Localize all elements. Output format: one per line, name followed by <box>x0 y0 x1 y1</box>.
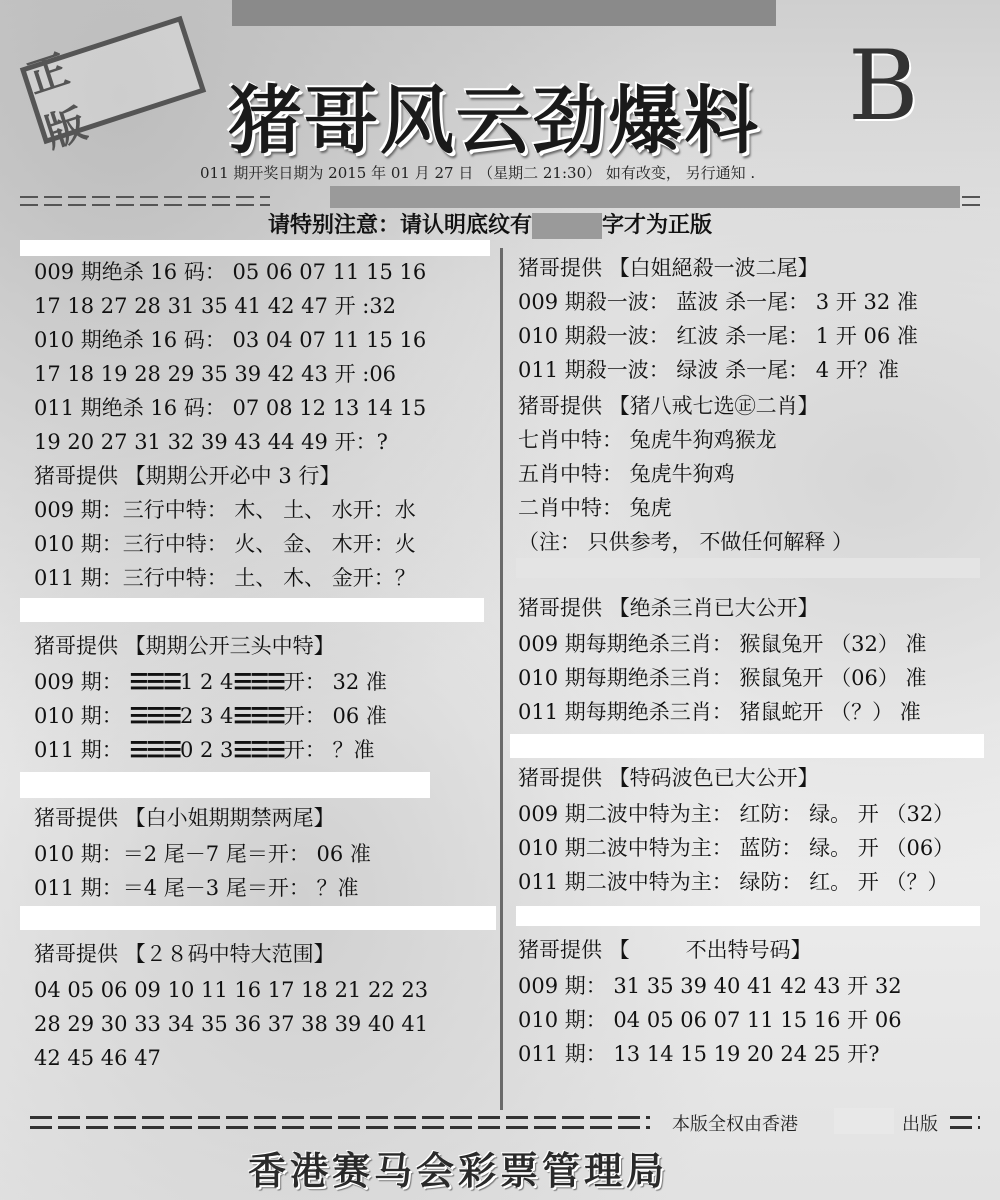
color-row: 009 期二波中特为主： 红防： 绿。 开 （32） <box>518 802 955 826</box>
nospecial-row: 011 期： 13 14 15 19 20 24 25 开? <box>518 1042 880 1066</box>
block-marks: ☰☰☰ <box>129 737 180 762</box>
section-title: 猪哥提供 【期期公开必中 3 行】 <box>34 464 341 488</box>
copyright-text: 本版全权由香港 <box>672 1114 798 1135</box>
zodiac-row: 二肖中特： 兔虎 <box>518 496 672 520</box>
kill3-row: 010 期每期绝杀三肖： 猴鼠兔开 （06） 准 <box>518 666 927 690</box>
range-row: 28 29 30 33 34 35 36 37 38 39 40 41 <box>34 1012 429 1036</box>
notice-redaction <box>532 213 602 239</box>
section-title-head: 猪哥提供 【 <box>518 938 630 962</box>
head-row <box>34 704 387 728</box>
organization-name: 香港赛马会彩票管理局 <box>248 1149 669 1193</box>
footer-wave <box>30 1126 650 1129</box>
column-divider <box>500 248 503 1110</box>
redaction-bar <box>516 558 980 578</box>
nospecial-row: 009 期： 31 35 39 40 41 42 43 开 32 <box>518 974 902 998</box>
kill16-line: 011 期绝杀 16 码： 07 08 12 13 14 15 <box>34 396 427 420</box>
section-title: 猪哥提供 【白小姐期期禁两尾】 <box>34 806 335 830</box>
redaction-bar <box>834 1108 894 1134</box>
zodiac-row: 七肖中特： 兔虎牛狗鸡猴龙 <box>518 428 777 452</box>
footer-wave <box>950 1126 980 1129</box>
footer-wave <box>950 1116 980 1119</box>
result-text: 开： ？准 <box>283 738 375 762</box>
redaction-bar <box>516 906 980 926</box>
wave-row: 010 期殺一波： 红波 杀一尾： 1 开 06 准 <box>518 324 918 348</box>
notice-tail: 字才为正版 <box>602 213 713 238</box>
decorative-wave <box>20 196 270 198</box>
wave-row: 011 期殺一波： 绿波 杀一尾： 4 开？准 <box>518 358 899 382</box>
issue-label: 010 期： <box>34 704 123 728</box>
redaction-bar <box>20 906 496 930</box>
edition-letter: B <box>848 30 919 142</box>
block-marks: ☰☰☰ <box>233 737 284 762</box>
head-numbers: 2 3 4 <box>179 704 234 728</box>
tail-row: 011 期：＝4 尾－3 尾＝开： ？准 <box>34 876 359 900</box>
range-row: 04 05 06 09 10 11 16 17 18 21 22 23 <box>34 978 429 1002</box>
head-row <box>34 738 375 762</box>
block-marks: ☰☰☰ <box>233 669 284 694</box>
range-row: 42 45 46 47 <box>34 1046 161 1070</box>
section-title <box>518 938 812 962</box>
kill16-line: 17 18 27 28 31 35 41 42 47 开 :32 <box>34 294 397 318</box>
issue-label: 009 期： <box>34 670 123 694</box>
decorative-wave <box>20 204 270 206</box>
zodiac-note: （注： 只供参考， 不做任何解释 ） <box>518 530 854 554</box>
color-row: 011 期二波中特为主： 绿防： 红。 开 （？） <box>518 870 949 894</box>
section-title: 猪哥提供 【猪八戒七选㊣二肖】 <box>518 394 819 418</box>
redaction-bar <box>20 772 430 798</box>
notice-redaction-bar <box>330 186 960 208</box>
section-title-tail: 不出特号码】 <box>685 938 812 962</box>
kill16-line: 010 期绝杀 16 码： 03 04 07 11 15 16 <box>34 328 427 352</box>
section-title: 猪哥提供 【绝杀三肖已大公开】 <box>518 596 819 620</box>
color-row: 010 期二波中特为主： 蓝防： 绿。 开 （06） <box>518 836 955 860</box>
kill16-line: 19 20 27 31 32 39 43 44 49 开：? <box>34 430 388 454</box>
zodiac-row: 五肖中特： 兔虎牛狗鸡 <box>518 462 735 486</box>
nospecial-row: 010 期： 04 05 06 07 11 15 16 开 06 <box>518 1008 902 1032</box>
result-text: 开： 06 准 <box>283 704 387 728</box>
authenticity-notice <box>268 208 712 239</box>
page-title: 猪哥风云劲爆料 <box>228 78 760 164</box>
section-title: 猪哥提供 【白姐絕殺一波二尾】 <box>518 256 819 280</box>
kill3-row: 009 期每期绝杀三肖： 猴鼠兔开 （32） 准 <box>518 632 927 656</box>
top-redaction-bar <box>232 0 776 26</box>
draw-date-notice: 011 期开奖日期为 2015 年 01 月 27 日 （星期二 21:30） 如有改变， 另行通知 . <box>200 164 756 182</box>
notice-text: 请特别注意：请认明底纹有 <box>268 213 533 238</box>
genuine-stamp: 正 版 <box>20 16 206 145</box>
tail-row: 010 期：＝2 尾－7 尾＝开： 06 准 <box>34 842 371 866</box>
head-row <box>34 670 387 694</box>
copyright-tail: 出版 <box>902 1114 938 1135</box>
footer-wave <box>30 1116 650 1119</box>
kill3-row: 011 期每期绝杀三肖： 猪鼠蛇开 （？） 准 <box>518 700 921 724</box>
redaction-bar <box>510 734 984 758</box>
redaction-bar <box>20 598 484 622</box>
wuxing-row: 011 期：三行中特： 土、 木、 金开：？ <box>34 566 416 590</box>
wave-row: 009 期殺一波： 蓝波 杀一尾： 3 开 32 准 <box>518 290 918 314</box>
section-title: 猪哥提供 【期期公开三头中特】 <box>34 634 335 658</box>
result-text: 开： 32 准 <box>283 670 387 694</box>
kill16-line: 009 期绝杀 16 码： 05 06 07 11 15 16 <box>34 260 427 284</box>
kill16-line: 17 18 19 28 29 35 39 42 43 开 :06 <box>34 362 397 386</box>
head-numbers: 0 2 3 <box>179 738 234 762</box>
block-marks: ☰☰☰ <box>233 703 284 728</box>
block-marks: ☰☰☰ <box>129 703 180 728</box>
section-title: 猪哥提供 【２８码中特大范围】 <box>34 942 335 966</box>
wuxing-row: 009 期：三行中特： 木、 土、 水开：水 <box>34 498 416 522</box>
section-title: 猪哥提供 【特码波色已大公开】 <box>518 766 819 790</box>
wuxing-row: 010 期：三行中特： 火、 金、 木开：火 <box>34 532 416 556</box>
issue-label: 011 期： <box>34 738 123 762</box>
redaction-bar <box>20 240 490 256</box>
head-numbers: 1 2 4 <box>179 670 234 694</box>
block-marks: ☰☰☰ <box>129 669 180 694</box>
